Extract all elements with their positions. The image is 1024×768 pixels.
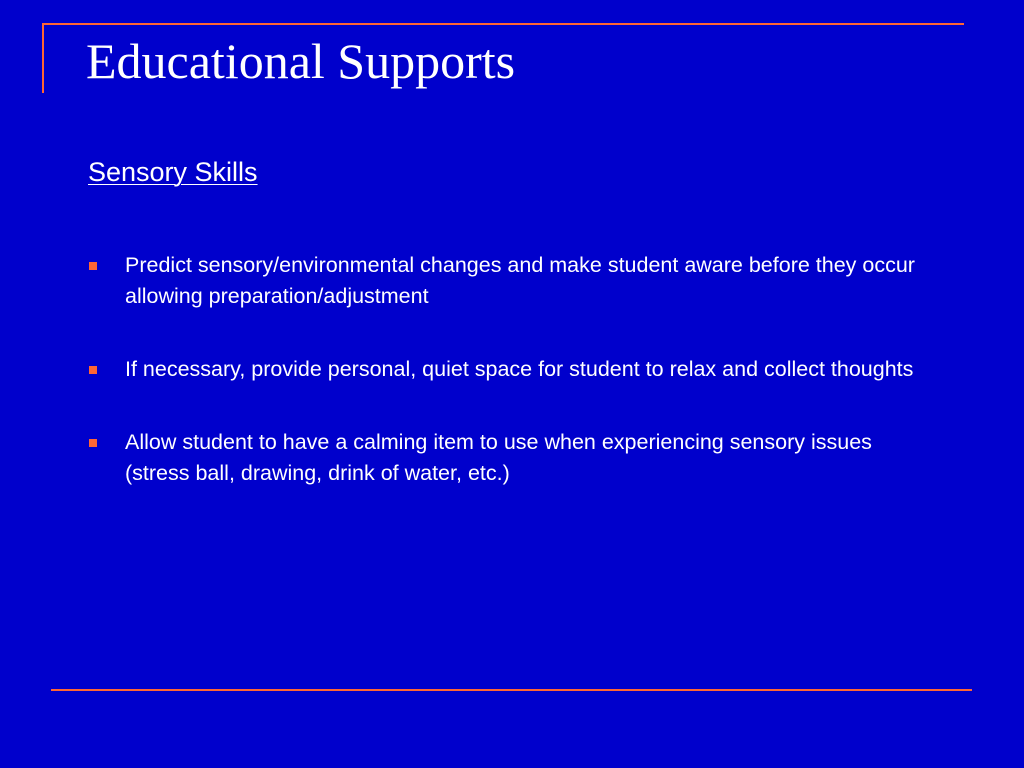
bottom-accent-rule	[51, 689, 972, 691]
bullet-text: Predict sensory/environmental changes and make student aware before they occur allowing preparation/adjustment	[125, 253, 915, 308]
bullet-item	[88, 427, 918, 489]
top-accent-rule	[42, 23, 964, 25]
section-subheading: Sensory Skills	[88, 157, 258, 187]
bullet-text: If necessary, provide personal, quiet space for student to relax and collect thoughts	[125, 357, 914, 381]
orange-square-bullet-icon	[89, 366, 97, 374]
orange-square-bullet-icon	[89, 439, 97, 447]
bullet-item	[88, 250, 918, 312]
slide-title: Educational Supports	[86, 33, 516, 89]
bullet-item	[88, 354, 918, 385]
bullet-text: Allow student to have a calming item to use when experiencing sensory issues (stress ball, drawing, drink of water, etc.)	[125, 430, 872, 485]
bullet-list	[88, 250, 918, 531]
orange-square-bullet-icon	[89, 262, 97, 270]
left-accent-rule	[42, 23, 44, 93]
